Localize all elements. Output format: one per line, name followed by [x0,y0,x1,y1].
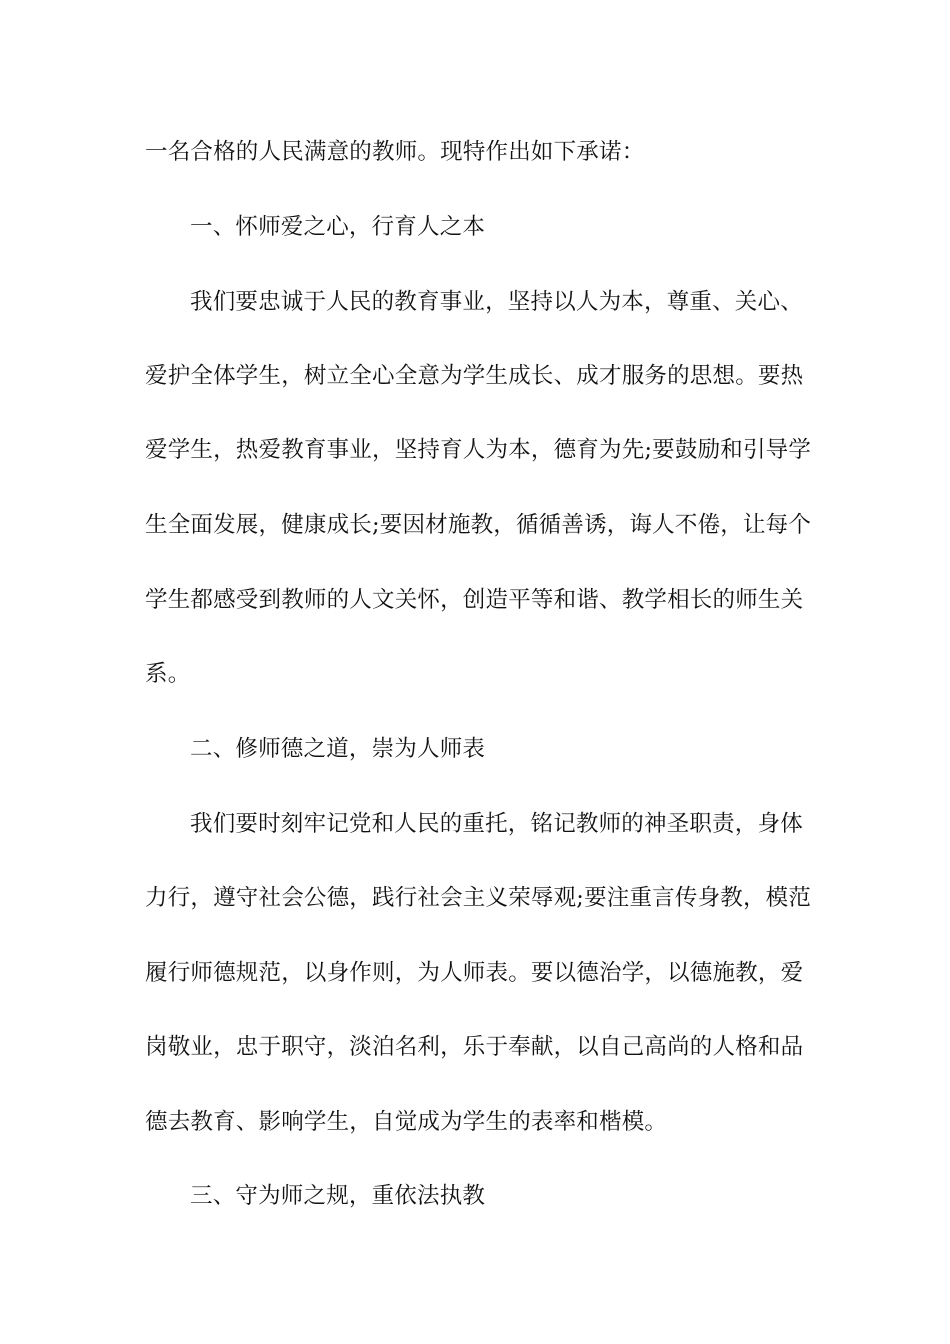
text-line: 一名合格的人民满意的教师。现特作出如下承诺： [145,139,645,165]
section-heading-2: 二、修师德之道，崇为人师表 [190,736,486,762]
text-line: 履行师德规范，以身作则，为人师表。要以德治学，以德施教，爱 [145,960,804,986]
text-line: 德去教育、影响学生，自觉成为学生的表率和楷模。 [145,1109,668,1135]
text-line: 爱学生，热爱教育事业，坚持育人为本，德育为先;要鼓励和引导学 [145,437,812,463]
text-line: 学生都感受到教师的人文关怀，创造平等和谐、教学相长的师生关 [145,587,804,613]
text-line: 力行，遵守社会公德，践行社会主义荣辱观;要注重言传身教，模范 [145,885,812,911]
text-line: 爱护全体学生，树立全心全意为学生成长、成才服务的思想。要热 [145,363,804,389]
text-line: 我们要忠诚于人民的教育事业，坚持以人为本，尊重、关心、 [190,289,803,315]
text-line: 生全面发展，健康成长;要因材施教，循循善诱，诲人不倦，让每个 [145,512,812,538]
section-heading-1: 一、怀师爱之心，行育人之本 [190,214,486,240]
text-line: 系。 [145,661,191,687]
text-line: 岗敬业，忠于职守，淡泊名利，乐于奉献，以自己高尚的人格和品 [145,1034,804,1060]
section-heading-3: 三、守为师之规，重依法执教 [190,1183,486,1209]
text-line: 我们要时刻牢记党和人民的重托，铭记教师的神圣职责，身体 [190,811,803,837]
